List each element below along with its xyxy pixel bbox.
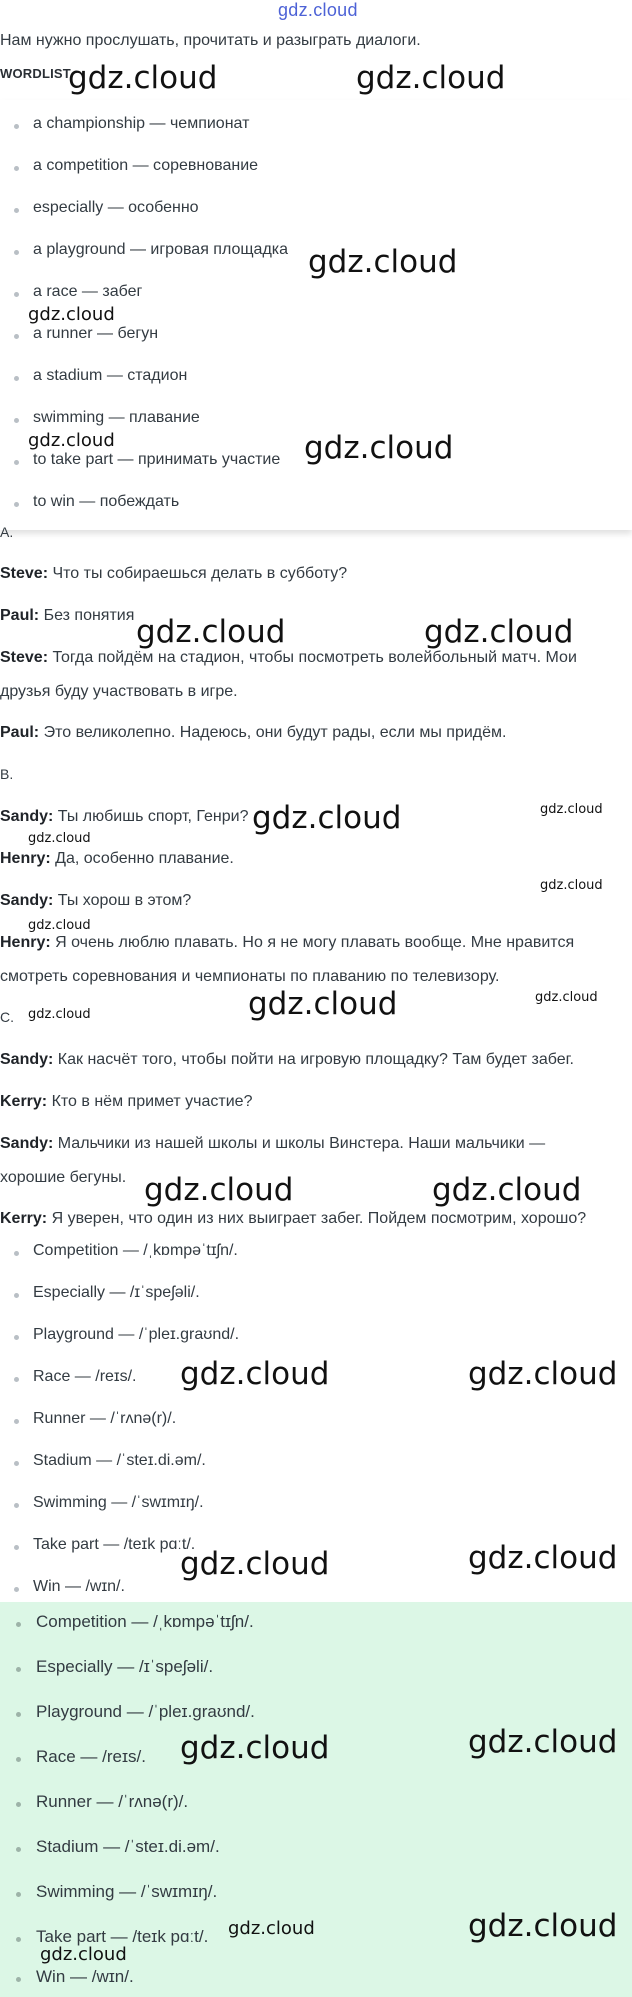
- watermark: gdz.cloud: [432, 1172, 582, 1208]
- wordlist-heading: WORDLIST: [0, 66, 71, 81]
- watermark: gdz.cloud: [468, 1724, 618, 1760]
- dialog-line: Henry: Я очень люблю плавать. Но я не могу плавать вообще. Мне нравится: [0, 934, 575, 951]
- watermark: gdz.cloud: [28, 918, 91, 933]
- dialog-line: Paul: Без понятия: [0, 607, 135, 624]
- dialog-c-label: C.: [0, 1009, 14, 1025]
- watermark: gdz.cloud: [308, 244, 458, 280]
- dialog-line: Sandy: Мальчики из нашей школы и школы Винстера. Наши мальчики —: [0, 1135, 546, 1152]
- intro-text: Нам нужно прослушать, прочитать и разыграть диалоги.: [0, 32, 421, 49]
- watermark: gdz.cloud: [252, 800, 402, 836]
- watermark: gdz.cloud: [40, 1944, 127, 1965]
- watermark: gdz.cloud: [540, 878, 603, 893]
- watermark: gdz.cloud: [424, 614, 574, 650]
- dialog-line: Sandy: Ты любишь спорт, Генри?: [0, 808, 249, 825]
- watermark: gdz.cloud: [228, 1918, 315, 1939]
- watermark: gdz.cloud: [468, 1908, 618, 1944]
- watermark: gdz.cloud: [180, 1730, 330, 1766]
- watermark: gdz.cloud: [28, 1007, 91, 1022]
- watermark: gdz.cloud: [304, 430, 454, 466]
- watermark: gdz.cloud: [356, 60, 506, 96]
- watermark: gdz.cloud: [136, 614, 286, 650]
- dialog-line: друзья буду участвовать в игре.: [0, 683, 238, 700]
- dialog-line: Henry: Да, особенно плавание.: [0, 850, 234, 867]
- watermark: gdz.cloud: [28, 430, 115, 451]
- top-watermark: gdz.cloud: [278, 0, 358, 20]
- watermark: gdz.cloud: [468, 1356, 618, 1392]
- dialog-b-label: B.: [0, 766, 14, 782]
- watermark: gdz.cloud: [535, 990, 598, 1005]
- watermark: gdz.cloud: [28, 831, 91, 846]
- dialog-line: Steve: Что ты собираешься делать в субботу?: [0, 565, 348, 582]
- dialog-line: Sandy: Ты хорош в этом?: [0, 892, 192, 909]
- dialog-line: хорошие бегуны.: [0, 1169, 127, 1186]
- watermark: gdz.cloud: [468, 1540, 618, 1576]
- watermark: gdz.cloud: [248, 986, 398, 1022]
- dialog-a-label: A.: [0, 524, 14, 540]
- watermark: gdz.cloud: [540, 802, 603, 817]
- dialog-line: Sandy: Как насчёт того, чтобы пойти на игровую площадку? Там будет забег.: [0, 1051, 574, 1068]
- dialog-line: Kerry: Кто в нём примет участие?: [0, 1093, 253, 1110]
- watermark: gdz.cloud: [180, 1356, 330, 1392]
- dialog-line: Paul: Это великолепно. Надеюсь, они будут рады, если мы придём.: [0, 724, 507, 741]
- watermark: gdz.cloud: [180, 1546, 330, 1582]
- dialog-line: Kerry: Я уверен, что один из них выиграет забег. Пойдем посмотрим, хорошо?: [0, 1210, 587, 1227]
- wordlist-card: a championship — чемпионат a competition — соревнование especially — особенно a playground — игровая площадка a race — забег a runner — бегун a stadium — стадион swimming — плавание to take part — принимать участие to win — побеждать: [0, 100, 632, 530]
- dialog-line: смотреть соревнования и чемпионаты по плаванию по телевизору.: [0, 968, 500, 985]
- watermark: gdz.cloud: [28, 304, 115, 325]
- dialog-line: Steve: Тогда пойдём на стадион, чтобы посмотреть волейбольный матч. Мои: [0, 649, 577, 666]
- watermark: gdz.cloud: [144, 1172, 294, 1208]
- highlighted-pronunciation-block: Competition — /ˌkɒmpəˈtɪʃn/. Especially — /ɪˈspeʃəli/. Playground — /ˈpleɪ.ɡraʊnd/. Race — /reɪs/. Runner — /ˈrʌnə(r)/. Stadium — /ˈsteɪ.di.əm/. Swimming — /ˈswɪmɪŋ/. Take part — /teɪk pɑːt/. Win — /wɪn/.: [0, 1602, 632, 1997]
- watermark: gdz.cloud: [68, 60, 218, 96]
